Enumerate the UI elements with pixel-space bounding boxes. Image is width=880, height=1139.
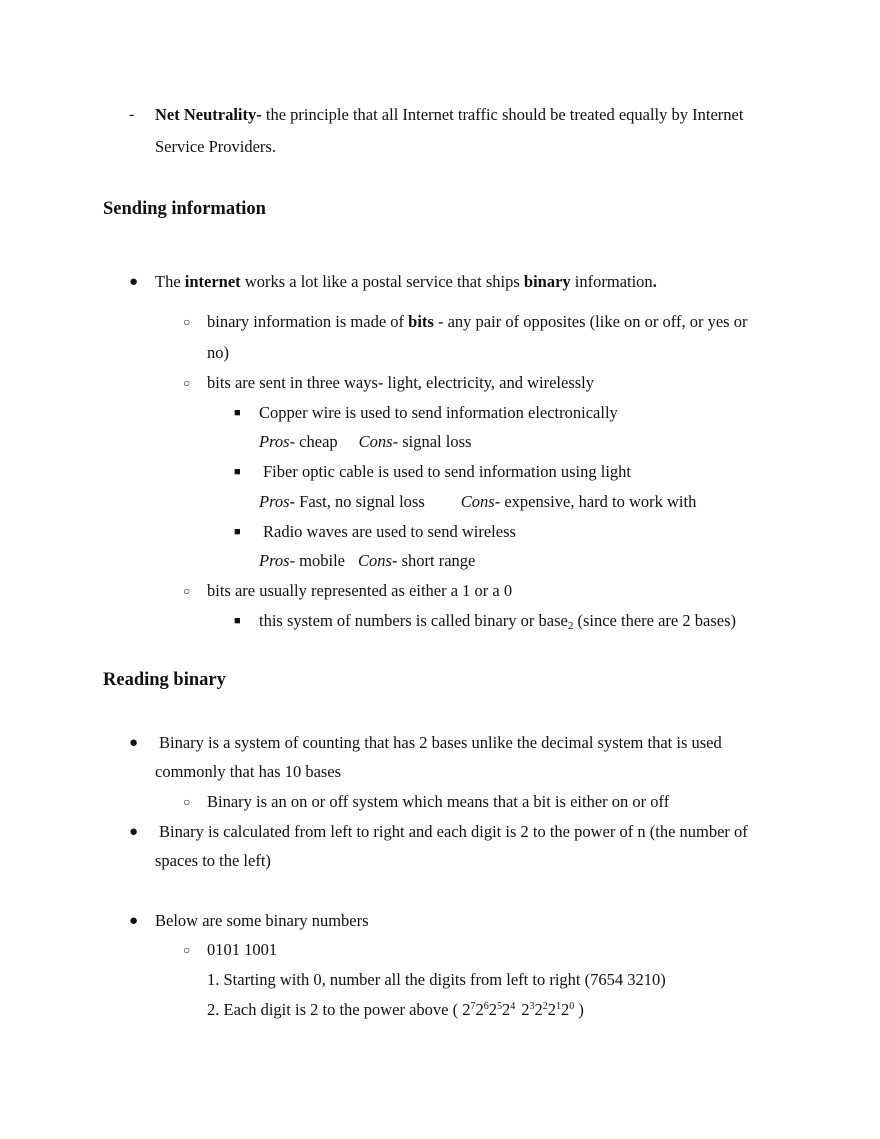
copper-pros-cons	[259, 432, 471, 452]
power-exponent: 5	[496, 1001, 502, 1012]
power-exponent: 2	[542, 1001, 548, 1012]
text-run: The	[155, 272, 185, 291]
text-run: .	[652, 272, 657, 291]
term-binary: binary	[523, 272, 571, 291]
net-neutrality-line-2: Service Providers.	[155, 137, 276, 156]
text-run: this system of numbers is called binary or base	[259, 611, 568, 630]
text-run: )	[574, 1000, 584, 1019]
pros-label: Pros	[259, 432, 290, 451]
bullet-disc: ●	[129, 824, 139, 840]
power-exponent: 1	[555, 1001, 561, 1012]
binary-numbers-line: Below are some binary numbers	[155, 911, 369, 930]
fiber-optic-line: Fiber optic cable is used to send information using light	[263, 462, 631, 481]
power-exponent: 7	[470, 1001, 476, 1012]
base-two-line	[259, 611, 736, 631]
power-exponent: 0	[569, 1001, 575, 1012]
section-heading-reading: Reading binary	[103, 670, 226, 690]
text-run: information	[570, 272, 653, 291]
powers-group-high	[462, 1000, 515, 1019]
bullet-disc: ●	[129, 735, 139, 751]
bullet-square: ■	[234, 615, 241, 627]
step-two	[207, 1000, 584, 1020]
internet-postal-line	[155, 272, 657, 292]
cons-text: - signal loss	[392, 432, 472, 451]
cons-text: - short range	[391, 551, 476, 570]
cons-label: Cons	[358, 432, 393, 451]
pros-label: Pros	[259, 492, 290, 511]
cons-label: Cons	[358, 551, 392, 570]
net-neutrality-line-1	[155, 105, 743, 125]
power-base: 2	[521, 1000, 530, 1019]
pros-text: - mobile	[289, 551, 346, 570]
pros-text: - cheap	[289, 432, 338, 451]
subscript: 2	[567, 620, 574, 632]
power-base: 2	[547, 1000, 556, 1019]
power-base: 2	[501, 1000, 511, 1019]
binary-system-line-1: Binary is a system of counting that has 2 bases unlike the decimal system that is used	[159, 733, 722, 752]
power-base: 2	[488, 1000, 497, 1019]
bits-three-ways-line: bits are sent in three ways- light, electricity, and wirelessly	[207, 373, 595, 392]
term-internet: internet	[184, 272, 241, 291]
text-run: 2. Each digit is 2 to the power above (	[207, 1000, 463, 1019]
bullet-circle: ○	[183, 315, 191, 329]
bullet-circle: ○	[183, 795, 191, 809]
pros-text: - Fast, no signal loss	[289, 492, 425, 511]
bits-definition-line-1	[207, 312, 747, 332]
power-base: 2	[475, 1000, 484, 1019]
net-neutrality-definition: the principle that all Internet traffic should be treated equally by Internet	[261, 105, 744, 124]
text-run: (since there are 2 bases)	[573, 611, 736, 630]
term-bits: bits	[408, 312, 434, 331]
bits-represented-line: bits are usually represented as either a 1 or a 0	[207, 581, 513, 600]
text-run: - any pair of opposites (like on or off, or yes or	[433, 312, 748, 331]
binary-system-line-2: commonly that has 10 bases	[155, 762, 342, 781]
bullet-circle: ○	[183, 376, 191, 390]
on-off-line: Binary is an on or off system which means that a bit is either on or off	[207, 792, 670, 811]
power-base: 2	[560, 1000, 570, 1019]
cons-label: Cons	[460, 492, 495, 511]
power-exponent: 4	[510, 1001, 516, 1012]
calculated-line-2: spaces to the left)	[155, 851, 271, 870]
binary-example: 0101 1001	[207, 940, 278, 959]
calculated-line-1: Binary is calculated from left to right and each digit is 2 to the power of n (the number of	[159, 822, 748, 841]
section-heading-sending: Sending information	[103, 199, 266, 219]
bullet-square: ■	[234, 466, 241, 478]
bullet-square: ■	[234, 407, 241, 419]
copper-wire-line: Copper wire is used to send information electronically	[259, 403, 618, 422]
radio-pros-cons	[259, 551, 475, 571]
text-run: works a lot like a postal service that ships	[240, 272, 524, 291]
cons-text: - expensive, hard to work with	[494, 492, 697, 511]
net-neutrality-term: Net Neutrality-	[155, 105, 262, 124]
powers-group-low	[521, 1000, 574, 1019]
bullet-square: ■	[234, 526, 241, 538]
bullet-circle: ○	[183, 943, 191, 957]
fiber-pros-cons	[259, 492, 696, 512]
text-run: binary information is made of	[207, 312, 409, 331]
bits-definition-line-2: no)	[207, 343, 229, 362]
power-exponent: 3	[529, 1001, 535, 1012]
pros-label: Pros	[259, 551, 290, 570]
bullet-disc: ●	[129, 274, 139, 290]
radio-waves-line: Radio waves are used to send wireless	[263, 522, 516, 541]
step-one: 1. Starting with 0, number all the digits from left to right (7654 3210)	[207, 970, 666, 989]
bullet-disc: ●	[129, 913, 139, 929]
dash-marker: -	[129, 106, 135, 123]
power-base: 2	[462, 1000, 471, 1019]
power-exponent: 6	[483, 1001, 489, 1012]
bullet-circle: ○	[183, 584, 191, 598]
power-base: 2	[534, 1000, 543, 1019]
